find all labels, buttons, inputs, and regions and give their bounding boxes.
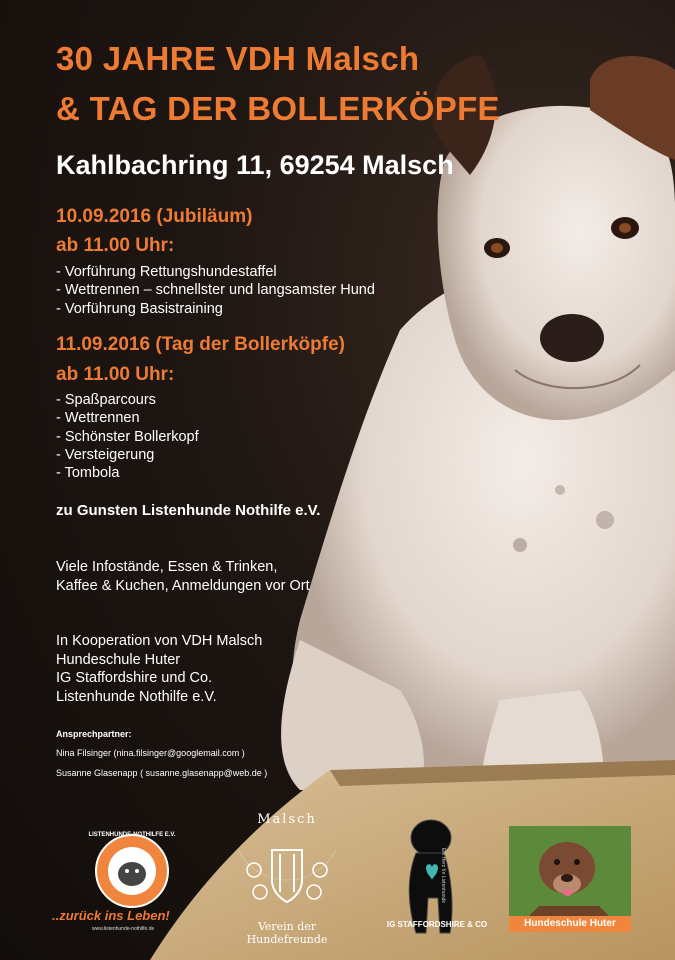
event-address: Kahlbachring 11, 69254 Malsch (56, 150, 454, 180)
benefit-line: zu Gunsten Listenhunde Nothilfe e.V. (56, 502, 321, 519)
cooperation-line: IG Staffordshire und Co. (56, 670, 213, 686)
list-item: - Vorführung Basistraining (56, 300, 223, 317)
cooperation-line: In Kooperation von VDH Malsch (56, 633, 263, 649)
list-item: - Tombola (56, 465, 120, 482)
list-item: - Spaßparcours (56, 392, 156, 408)
nothilfe-arc-text: LISTENHUNDE-NOTHILFE E.V. (88, 832, 176, 838)
ig-logo-side-text: Ein Herz für Listenhunde (440, 848, 446, 904)
contact-person: Nina Filsinger (nina.filsinger@googlemail.com ) (56, 748, 245, 758)
day2-program-list (56, 391, 199, 482)
contact-person: Susanne Glasenapp ( susanne.glasenapp@web.de ) (56, 768, 268, 778)
vdh-logo-top-text: Malsch (257, 812, 317, 827)
nothilfe-slogan: ..zurück ins Leben! (52, 908, 170, 923)
day2-date: 11.09.2016 (Tag der Bollerköpfe) (56, 334, 345, 355)
huter-logo-label: Hundeschule Huter (509, 916, 631, 932)
list-item: - Schönster Bollerkopf (56, 428, 199, 445)
huter-dog-photo (509, 826, 631, 916)
list-item: - Vorführung Rettungshundestaffel (56, 264, 277, 280)
info-paragraph (56, 558, 310, 595)
ig-dog-silhouette-icon (376, 808, 498, 936)
nothilfe-logo (52, 826, 212, 936)
ig-logo-arc-text: IG STAFFORDSHIRE & CO (386, 920, 488, 929)
day1-program-list (56, 263, 375, 318)
vdh-malsch-logo (224, 812, 350, 946)
day2-time: ab 11.00 Uhr: (56, 364, 175, 385)
cooperation-line: Listenhunde Nothilfe e.V. (56, 688, 217, 705)
day1-date: 10.09.2016 (Jubiläum) (56, 206, 253, 227)
list-item: - Wettrennen – schnellster und langsamster Hund (56, 282, 375, 299)
vdh-logo-arc-text: Verein der Hundefreunde (246, 920, 328, 946)
cooperation-line: Hundeschule Huter (56, 651, 181, 668)
info-line: Viele Infostände, Essen & Trinken, (56, 559, 278, 575)
day1-time: ab 11.00 Uhr: (56, 235, 175, 256)
nothilfe-url: www.listenhunde-nothilfe.de (92, 926, 155, 932)
title-line-2: & TAG DER BOLLERKÖPFE (56, 90, 500, 127)
contacts-title: Ansprechpartner: (56, 729, 132, 739)
title-line-1: 30 JAHRE VDH Malsch (56, 40, 420, 77)
info-line: Kaffee & Kuchen, Anmeldungen vor Ort (56, 577, 310, 594)
hundeschule-huter-logo (509, 826, 631, 932)
list-item: - Versteigerung (56, 446, 155, 463)
list-item: - Wettrennen (56, 410, 140, 427)
cooperation-paragraph (56, 632, 262, 706)
ig-staffordshire-logo (376, 808, 498, 936)
